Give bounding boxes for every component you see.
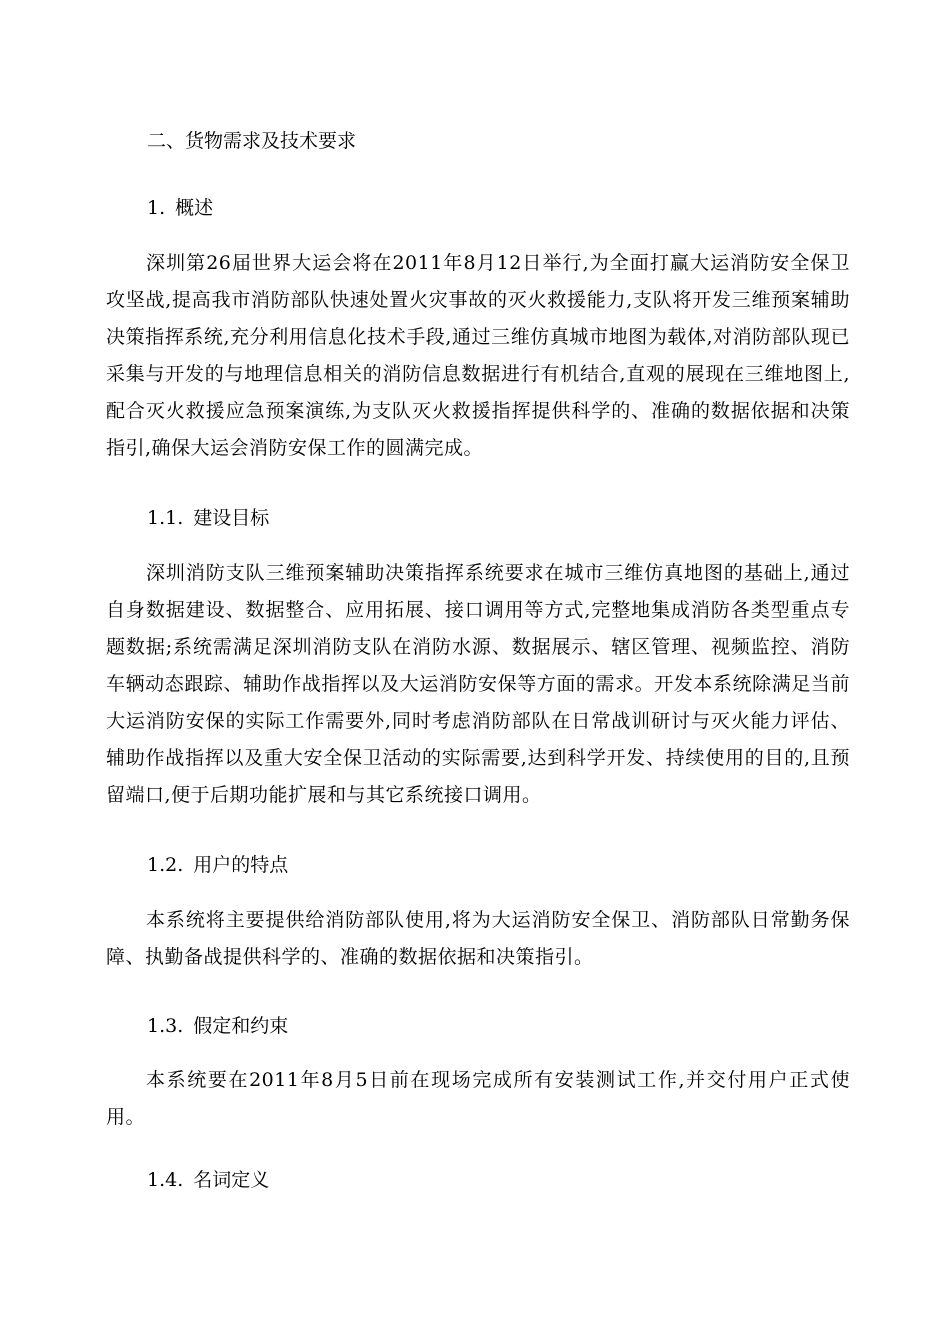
heading-number: 1.2.	[147, 854, 184, 876]
heading-assumptions	[147, 1014, 288, 1038]
heading-text: 建设目标	[193, 507, 270, 529]
heading-number: 1.3.	[147, 1015, 184, 1037]
paragraph-construction-goal: 深圳消防支队三维预案辅助决策指挥系统要求在城市三维仿真地图的基础上,通过自身数据建设、数据整合、应用拓展、接口调用等方式,完整地集成消防各类型重点专题数据;系统需满足深圳消防支队在消防水源、数据展示、辖区管理、视频监控、消防车辆动态跟踪、辅助作战指挥以及大运消防安保等方面的需求。开发本系统除满足当前大运消防安保的实际工作需要外,同时考虑消防部队在日常战训研讨与灭火能力评估、辅助作战指挥以及重大安全保卫活动的实际需要,达到科学开发、持续使用的目的,且预留端口,便于后期功能扩展和与其它系统接口调用。	[106, 562, 850, 806]
section-title: 二、货物需求及技术要求	[147, 130, 357, 152]
heading-text: 假定和约束	[193, 1015, 289, 1037]
heading-number: 1.1.	[147, 507, 184, 529]
heading-user-characteristics	[147, 853, 288, 877]
heading-text: 用户的特点	[193, 854, 289, 876]
heading-text: 名词定义	[193, 1169, 270, 1191]
heading-overview	[147, 196, 213, 220]
heading-number: 1.	[147, 197, 166, 219]
heading-text: 概述	[175, 197, 214, 219]
heading-construction-goal	[147, 506, 269, 530]
paragraph-overview: 深圳第26届世界大运会将在2011年8月12日举行,为全面打赢大运消防安全保卫攻坚战,提高我市消防部队快速处置火灾事故的灭火救援能力,支队将开发三维预案辅助决策指挥系统,充分利用信息化技术手段,通过三维仿真城市地图为载体,对消防部队现已采集与开发的与地理信息相关的消防信息数据进行有机结合,直观的展现在三维地图上,配合灭火救援应急预案演练,为支队灭火救援指挥提供科学的、准确的数据依据和决策指引,确保大运会消防安保工作的圆满完成。	[106, 252, 850, 459]
paragraph-user-characteristics: 本系统将主要提供给消防部队使用,将为大运消防安全保卫、消防部队日常勤务保障、执勤备战提供科学的、准确的数据依据和决策指引。	[106, 909, 850, 968]
paragraph-assumptions: 本系统要在2011年8月5日前在现场完成所有安装测试工作,并交付用户正式使用。	[106, 1069, 850, 1128]
heading-number: 1.4.	[147, 1169, 184, 1191]
heading-definitions	[147, 1168, 269, 1192]
